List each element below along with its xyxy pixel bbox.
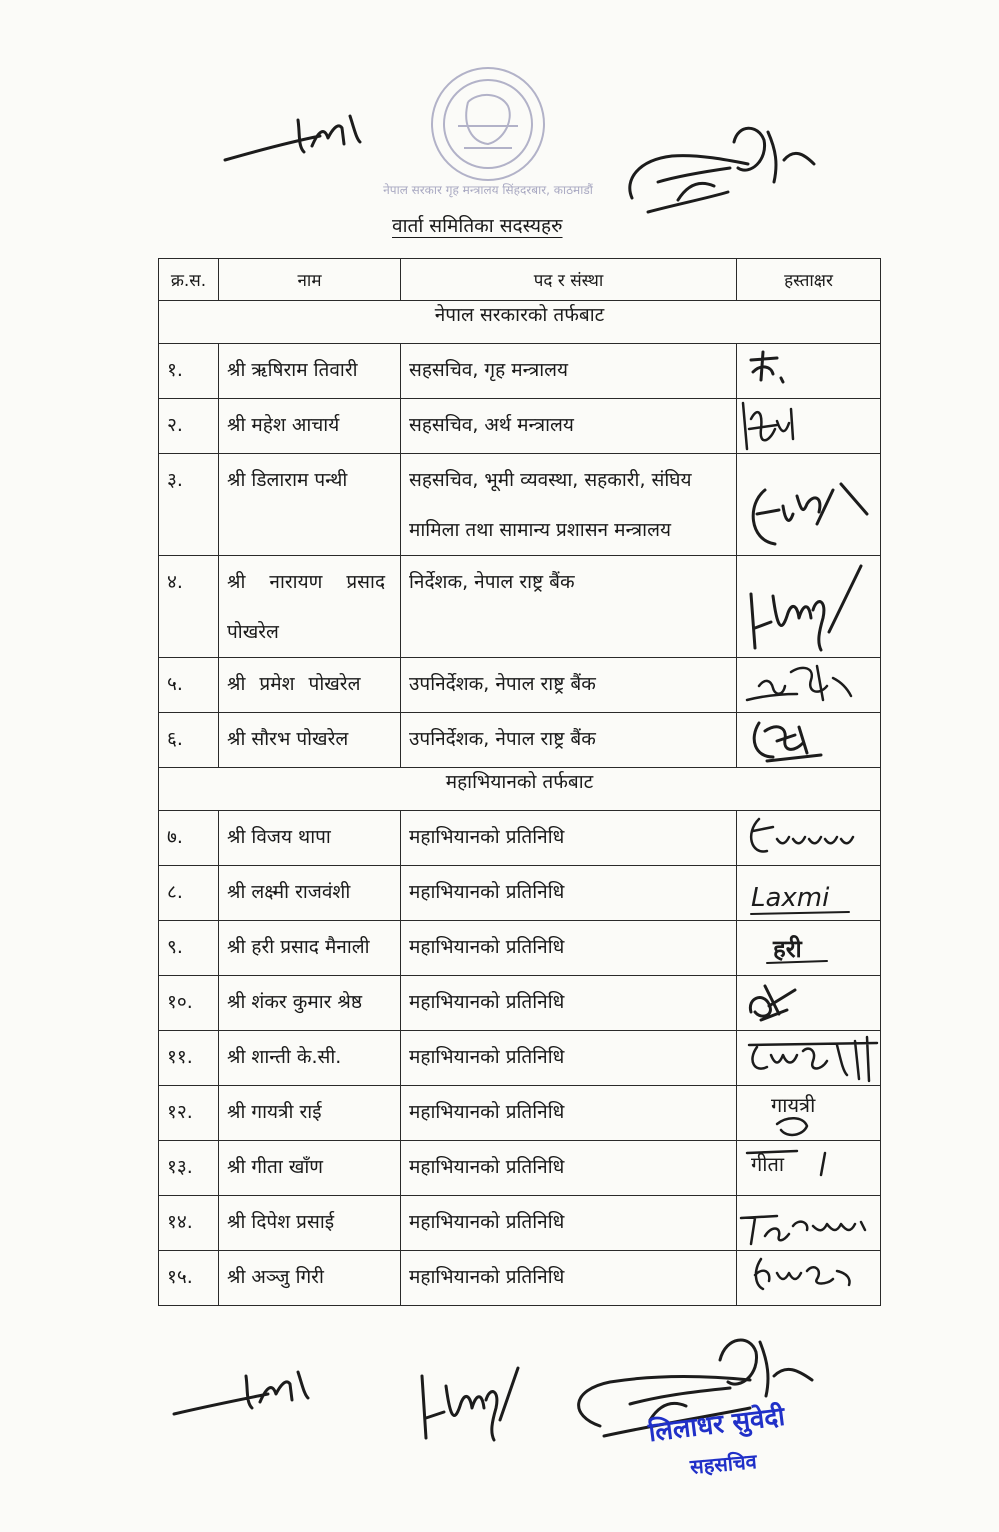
signature-cell xyxy=(737,344,881,399)
stamp-designation: सहसचिव xyxy=(689,1449,758,1479)
member-name: श्री लक्ष्मी राजवंशी xyxy=(219,866,401,921)
table-row xyxy=(159,866,881,921)
table-row xyxy=(159,1251,881,1306)
signature-mark xyxy=(737,976,881,1030)
member-post: सहसचिव, गृह मन्त्रालय xyxy=(401,344,737,399)
section-heading-row xyxy=(159,301,881,344)
member-post: महाभियानको प्रतिनिधि xyxy=(401,1196,737,1251)
serial-number: ६. xyxy=(159,713,219,768)
signature-cell xyxy=(737,1031,881,1086)
table-header-row xyxy=(159,259,881,301)
member-post: सहसचिव, अर्थ मन्त्रालय xyxy=(401,399,737,454)
member-name: श्री शान्ती के.सी. xyxy=(219,1031,401,1086)
signature-mark xyxy=(737,1196,881,1250)
signature-text: गीता xyxy=(751,1152,785,1176)
serial-number: ११. xyxy=(159,1031,219,1086)
signature-mark xyxy=(737,866,881,920)
member-name: श्री शंकर कुमार श्रेष्ठ xyxy=(219,976,401,1031)
section-heading: महाभियानको तर्फबाट xyxy=(159,768,881,811)
signature-cell xyxy=(737,1086,881,1141)
table-row xyxy=(159,713,881,768)
serial-number: १०. xyxy=(159,976,219,1031)
section-heading-row xyxy=(159,768,881,811)
signature-mark xyxy=(737,399,881,453)
table-row xyxy=(159,399,881,454)
signature-text: गायत्री xyxy=(771,1093,816,1117)
government-seal xyxy=(383,62,593,202)
signature-cell xyxy=(737,454,881,556)
table-row xyxy=(159,454,881,556)
seal-text: नेपाल सरकार गृह मन्त्रालय सिंहदरबार, काठमाडौं xyxy=(383,183,593,197)
serial-number: ८. xyxy=(159,866,219,921)
serial-number: १. xyxy=(159,344,219,399)
bottom-left-signature xyxy=(168,1362,328,1422)
member-name: श्री सौरभ पोखरेल xyxy=(219,713,401,768)
serial-number: १४. xyxy=(159,1196,219,1251)
table-row xyxy=(159,658,881,713)
signature-mark xyxy=(737,811,881,865)
signature-mark xyxy=(737,454,881,555)
member-name: श्री गायत्री राई xyxy=(219,1086,401,1141)
serial-number: ५. xyxy=(159,658,219,713)
member-name: श्री नारायण प्रसाद पोखरेल xyxy=(219,556,401,658)
signature-text: Laxmi xyxy=(751,883,830,913)
member-post: सहसचिव, भूमी व्यवस्था, सहकारी, संघिय मामिला तथा सामान्य प्रशासन मन्त्रालय xyxy=(401,454,737,556)
member-name: श्री हरी प्रसाद मैनाली xyxy=(219,921,401,976)
member-post: महाभियानको प्रतिनिधि xyxy=(401,1031,737,1086)
page-title: वार्ता समितिका सदस्यहरु xyxy=(392,215,563,237)
column-header-signature: हस्ताक्षर xyxy=(737,259,881,301)
member-post: महाभियानको प्रतिनिधि xyxy=(401,1086,737,1141)
member-post: उपनिर्देशक, नेपाल राष्ट्र बैंक xyxy=(401,658,737,713)
stamp-name: लिलाधर सुवेदी xyxy=(646,1401,787,1449)
member-post: महाभियानको प्रतिनिधि xyxy=(401,1141,737,1196)
column-header-name: नाम xyxy=(219,259,401,301)
table-row xyxy=(159,811,881,866)
signature-cell xyxy=(737,713,881,768)
member-name: श्री डिलाराम पन्थी xyxy=(219,454,401,556)
top-left-signature xyxy=(220,108,380,168)
signature-cell xyxy=(737,556,881,658)
table-row xyxy=(159,556,881,658)
signature-cell xyxy=(737,1196,881,1251)
table-row xyxy=(159,1196,881,1251)
member-post: महाभियानको प्रतिनिधि xyxy=(401,1251,737,1306)
member-name: श्री ऋषिराम तिवारी xyxy=(219,344,401,399)
member-post: महाभियानको प्रतिनिधि xyxy=(401,866,737,921)
serial-number: ४. xyxy=(159,556,219,658)
member-name: श्री दिपेश प्रसाई xyxy=(219,1196,401,1251)
serial-number: ७. xyxy=(159,811,219,866)
serial-number: ३. xyxy=(159,454,219,556)
member-name: श्री गीता खाँण xyxy=(219,1141,401,1196)
members-table xyxy=(158,258,881,1306)
signature-mark xyxy=(737,658,881,712)
section-heading: नेपाल सरकारको तर्फबाट xyxy=(159,301,881,344)
signature-mark xyxy=(737,556,881,657)
member-post: महाभियानको प्रतिनिधि xyxy=(401,976,737,1031)
table-row xyxy=(159,921,881,976)
table-row xyxy=(159,1086,881,1141)
serial-number: २. xyxy=(159,399,219,454)
table-row xyxy=(159,344,881,399)
signature-cell xyxy=(737,658,881,713)
serial-number: १३. xyxy=(159,1141,219,1196)
column-header-post: पद र संस्था xyxy=(401,259,737,301)
member-post: महाभियानको प्रतिनिधि xyxy=(401,921,737,976)
member-post: महाभियानको प्रतिनिधि xyxy=(401,811,737,866)
signature-cell xyxy=(737,976,881,1031)
signature-cell xyxy=(737,1251,881,1306)
signature-cell xyxy=(737,921,881,976)
table-row xyxy=(159,1141,881,1196)
member-post: उपनिर्देशक, नेपाल राष्ट्र बैंक xyxy=(401,713,737,768)
signature-mark xyxy=(737,1031,881,1085)
signature-cell xyxy=(737,811,881,866)
signature-mark xyxy=(737,1086,881,1140)
signature-mark xyxy=(737,344,881,398)
bottom-middle-signature xyxy=(414,1354,524,1444)
serial-number: १५. xyxy=(159,1251,219,1306)
member-name: श्री महेश आचार्य xyxy=(219,399,401,454)
signature-cell xyxy=(737,1141,881,1196)
table-row xyxy=(159,1031,881,1086)
signature-mark xyxy=(737,1251,881,1305)
signature-cell xyxy=(737,866,881,921)
serial-number: ९. xyxy=(159,921,219,976)
table-row xyxy=(159,976,881,1031)
signature-text: हरी xyxy=(773,935,802,963)
signature-mark xyxy=(737,1141,881,1195)
signature-mark xyxy=(737,921,881,975)
column-header-sn: क्र.स. xyxy=(159,259,219,301)
serial-number: १२. xyxy=(159,1086,219,1141)
member-name: श्री अञ्जु गिरी xyxy=(219,1251,401,1306)
signature-cell xyxy=(737,399,881,454)
member-name: श्री प्रमेश पोखरेल xyxy=(219,658,401,713)
member-name: श्री विजय थापा xyxy=(219,811,401,866)
top-right-signature xyxy=(618,120,818,220)
signature-mark xyxy=(737,713,881,767)
member-post: निर्देशक, नेपाल राष्ट्र बैंक xyxy=(401,556,737,658)
